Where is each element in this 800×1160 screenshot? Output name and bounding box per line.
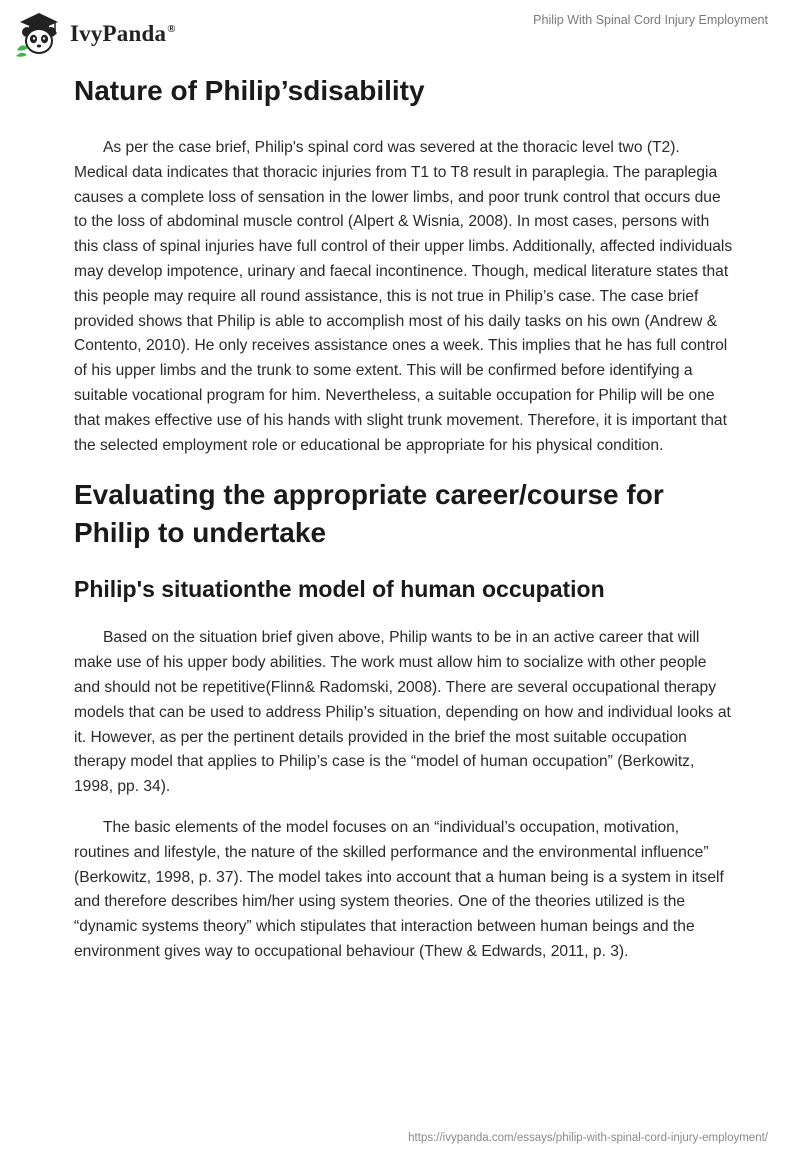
panda-graduate-icon [14, 10, 64, 58]
page-header [0, 0, 800, 64]
paragraph-situation: Based on the situation brief given above, Philip wants to be in an active career that will make use of his upper body abilities. The work must allow him to socialize with other people and should not be repetitive(Flinn& Radomski, 2008). There are several occupational therapy models that can be used to address Philip’s situation, depending on how and individual looks at it. However, as per the pertinent details provided in the brief the most suitable occupation therapy model that applies to Philip’s case is the “model of human occupation” (Berkowitz, 1998, pp. 34). [74, 629, 731, 796]
heading-evaluating-career: Evaluating the appropriate career/course for Philip to undertake [74, 479, 664, 549]
paragraph-model-elements: The basic elements of the model focuses on an “individual’s occupation, motivation, routines and lifestyle, the nature of the skilled performance and the environmental influence” (Berkowitz, 1998, p. 37). The model takes into account that a human being is a system in itself and therefore describes him/her using system theories. One of the theories utilized is the “dynamic systems theory” which stipulates that interaction between human beings and the environment gives way to occupational behaviour (Thew & Edwards, 2011, p. 3). [74, 818, 724, 960]
paragraph-nature: As per the case brief, Philip's spinal cord was severed at the thoracic level two (T2). Medical data indicates that thoracic injuries from T1 to T8 result in paraplegia. The paraplegia causes a complete loss of sensation in the lower limbs, and poor trunk control that occurs due to the loss of abdominal muscle control (Alpert & Wisnia, 2008). In most cases, persons with this class of spinal injuries have full control of their upper limbs. Additionally, affected individuals may develop impotence, urinary and faecal incontinence. Though, medical literature states that this people may require all round assistance, this is not true in Philip’s case. The case brief provided shows that Philip is able to accomplish most of his daily tasks on his own (Andrew & Contento, 2010). He only receives assistance ones a week. This implies that he has full control of his upper limbs and the trunk to some extent. This will be confirmed before identifying a suitable vocational program for him. Nevertheless, a suitable occupation for Philip will be one that makes effective use of his hands with slight trunk movement. Therefore, it is important that the selected employment role or educational be appropriate for his physical condition. [74, 139, 733, 454]
brand-text: IvyPanda [70, 21, 167, 46]
document-title: Philip With Spinal Cord Injury Employment [533, 13, 768, 27]
registered-mark: ® [167, 23, 176, 36]
source-url[interactable]: https://ivypanda.com/essays/philip-with-spinal-cord-injury-employment/ [408, 1132, 768, 1144]
ivypanda-logo[interactable] [14, 10, 176, 58]
heading-nature-of-disability: Nature of Philip’sdisability [74, 75, 425, 106]
essay-content [74, 72, 734, 981]
brand-name [70, 21, 176, 47]
subheading-situation: Philip's situationthe model of human occupation [74, 576, 605, 603]
